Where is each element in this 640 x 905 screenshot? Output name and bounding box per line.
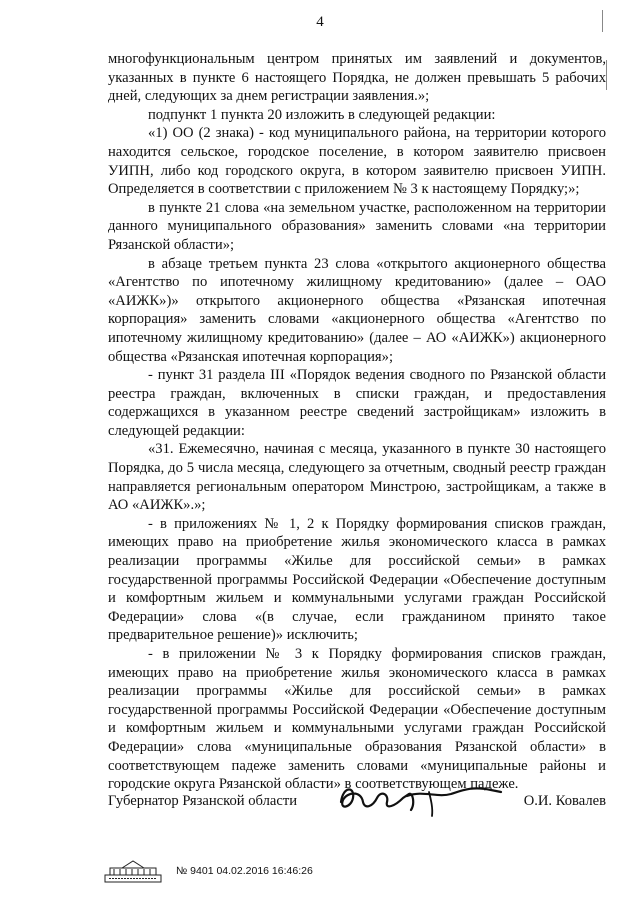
registry-stamp-icon — [104, 860, 162, 884]
handwritten-signature — [333, 780, 513, 820]
paragraph: - в приложении № 3 к Порядку формирования списков граждан, имеющих право на приобретение жилья экономического класса в рамках реализации программы «Жилье для российской семьи» в рамках государственной программы Российской Федерации «Обеспечение доступным и комфортным жильем и коммунальными услугами граждан Российской Федерации» слова «муниципальные образования Рязанской области» в соответствующем падеже заменить словами «муниципальные районы и городские округа Рязанской области» в соответствующем падеже. — [108, 646, 606, 793]
signatory-name: О.И. Ковалев — [523, 793, 606, 809]
paragraph: «1) ОО (2 знака) - код муниципального района, на территории которого находится сельское, городское поселение, в котором заявителю присвоен УИПН, либо код городского округа, в котором заявителю присвоен УИПН. Определяется в соответствии с приложением № 3 к настоящему Порядку;»; — [108, 125, 606, 198]
registration-stamp: № 9401 04.02.2016 16:46:26 — [176, 865, 313, 877]
paragraph: в абзаце третьем пункта 23 слова «открытого акционерного общества «Агентство по ипотечному жилищному кредитованию» (далее – ОАО «АИЖК»)» открытого акционерного общества «Рязанская ипотечная корпорация» заменить словами «акционерного общества «Агентство по ипотечному жилищному кредитованию» (далее – АО «АИЖК») акционерного общества «Рязанская ипотечная корпорация»; — [108, 255, 606, 365]
signatory-title: Губернатор Рязанской области — [108, 793, 298, 809]
paragraph: - пункт 31 раздела III «Порядок ведения сводного по Рязанской области реестра граждан, включенных в списки граждан, и предоставления содержащихся в указанном реестре сведений застройщикам» изложить в следующей редакции: — [108, 367, 606, 439]
paragraph: подпункт 1 пункта 20 изложить в следующей редакции: — [148, 106, 496, 123]
paragraph: многофункциональным центром принятых им заявлений и документов, указанных в пункте 6 настоящего Порядка, не должен превышать 5 рабочих дней, следующих за днем регистрации заявления.»; — [108, 51, 606, 105]
paragraph: «31. Ежемесячно, начиная с месяца, указанного в пункте 30 настоящего Порядка, до 5 числа месяца, следующего за отчетным, сводный реестр граждан направляется региональным оператором Минстрою, застройщикам, а также в АО «АИЖК».»; — [108, 441, 606, 514]
signature-block — [108, 788, 606, 828]
paragraph: - в приложениях № 1, 2 к Порядку формирования списков граждан, имеющих право на приобретение жилья экономического класса в рамках реализации программы «Жилье для российской семьи» в рамках государственной программы Российской Федерации «Обеспечение доступным и комфортным жильем и коммунальными услугами граждан Российской Федерации» слова «(в случае, если гражданином принято такое предварительное решение)» исключить; — [108, 515, 606, 644]
paragraph: в пункте 21 слова «на земельном участке, расположенном на территории данного муниципального образования» заменить словами «на территории Рязанской области»; — [108, 199, 606, 253]
document-body — [108, 50, 606, 794]
page-number: 4 — [316, 14, 324, 30]
